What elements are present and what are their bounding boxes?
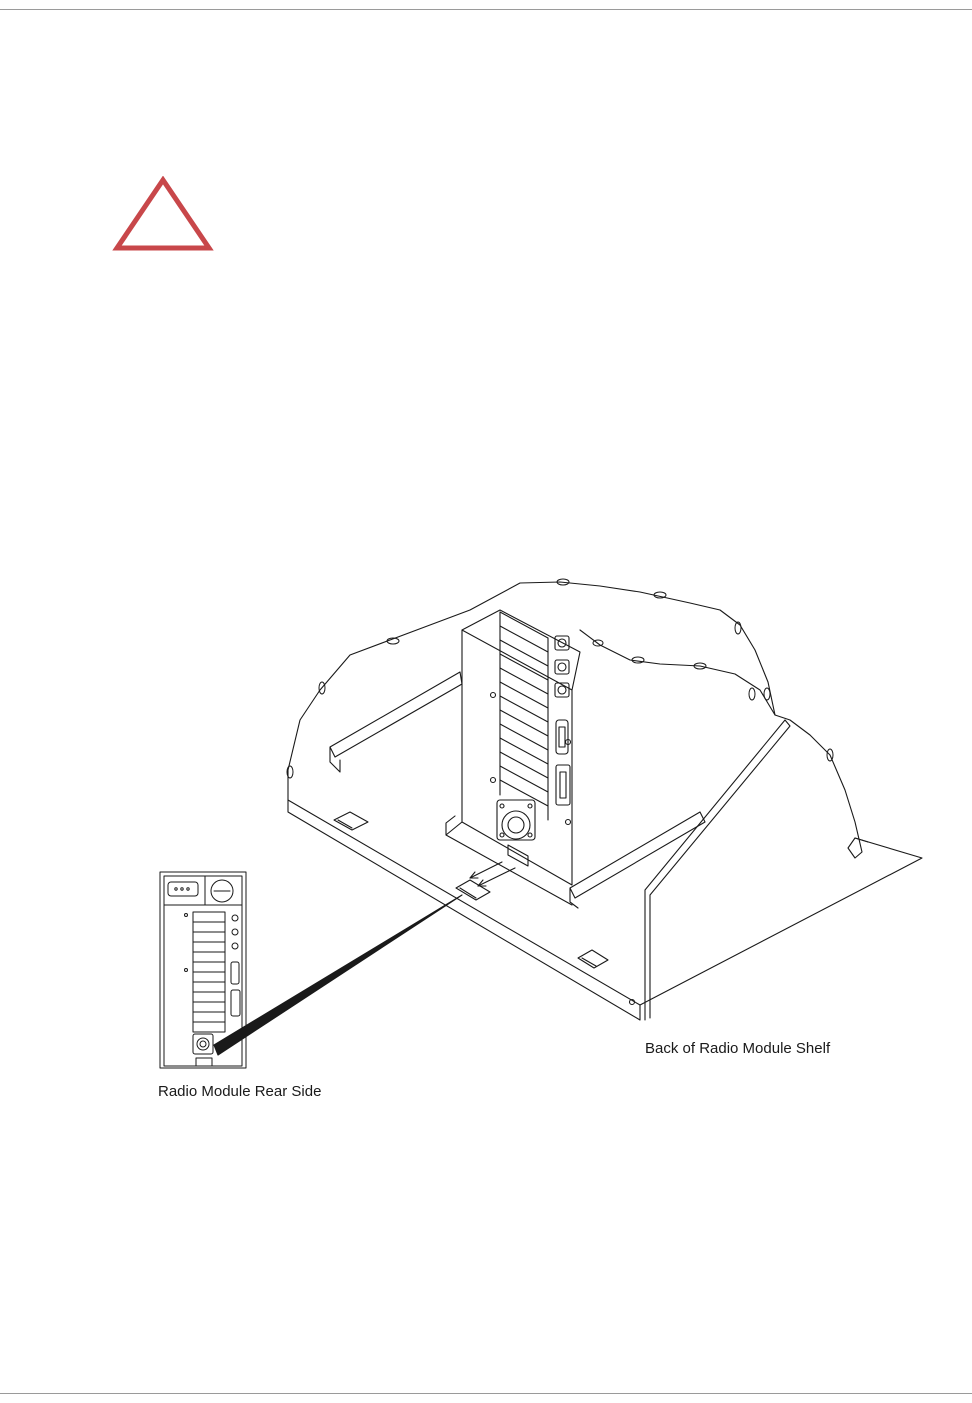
shelf-slots [334, 812, 608, 968]
cutaway-tabs [287, 579, 833, 778]
module-rear-caption: Radio Module Rear Side [158, 1083, 322, 1100]
module-connectors [555, 636, 570, 805]
shelf-floor [288, 800, 922, 1005]
shelf-cutaway-outline [288, 582, 868, 858]
left-rail [330, 672, 462, 772]
leader-wedge [214, 895, 462, 1055]
divider-wall [645, 720, 790, 1020]
right-rail [570, 812, 705, 908]
shelf-front-lip [288, 800, 640, 1020]
radio-module-shelf-figure [0, 560, 972, 1120]
shelf-caption: Back of Radio Module Shelf [645, 1040, 831, 1057]
page-header-rule [0, 9, 972, 10]
module-rf-connector [497, 800, 535, 840]
module-fins [500, 612, 548, 820]
module-bottom-tab [508, 845, 528, 866]
insertion-arrows [470, 862, 515, 886]
page-footer-rule [0, 1393, 972, 1394]
warning-triangle-icon [112, 176, 214, 252]
shelf-cutaway-inner [580, 630, 775, 715]
